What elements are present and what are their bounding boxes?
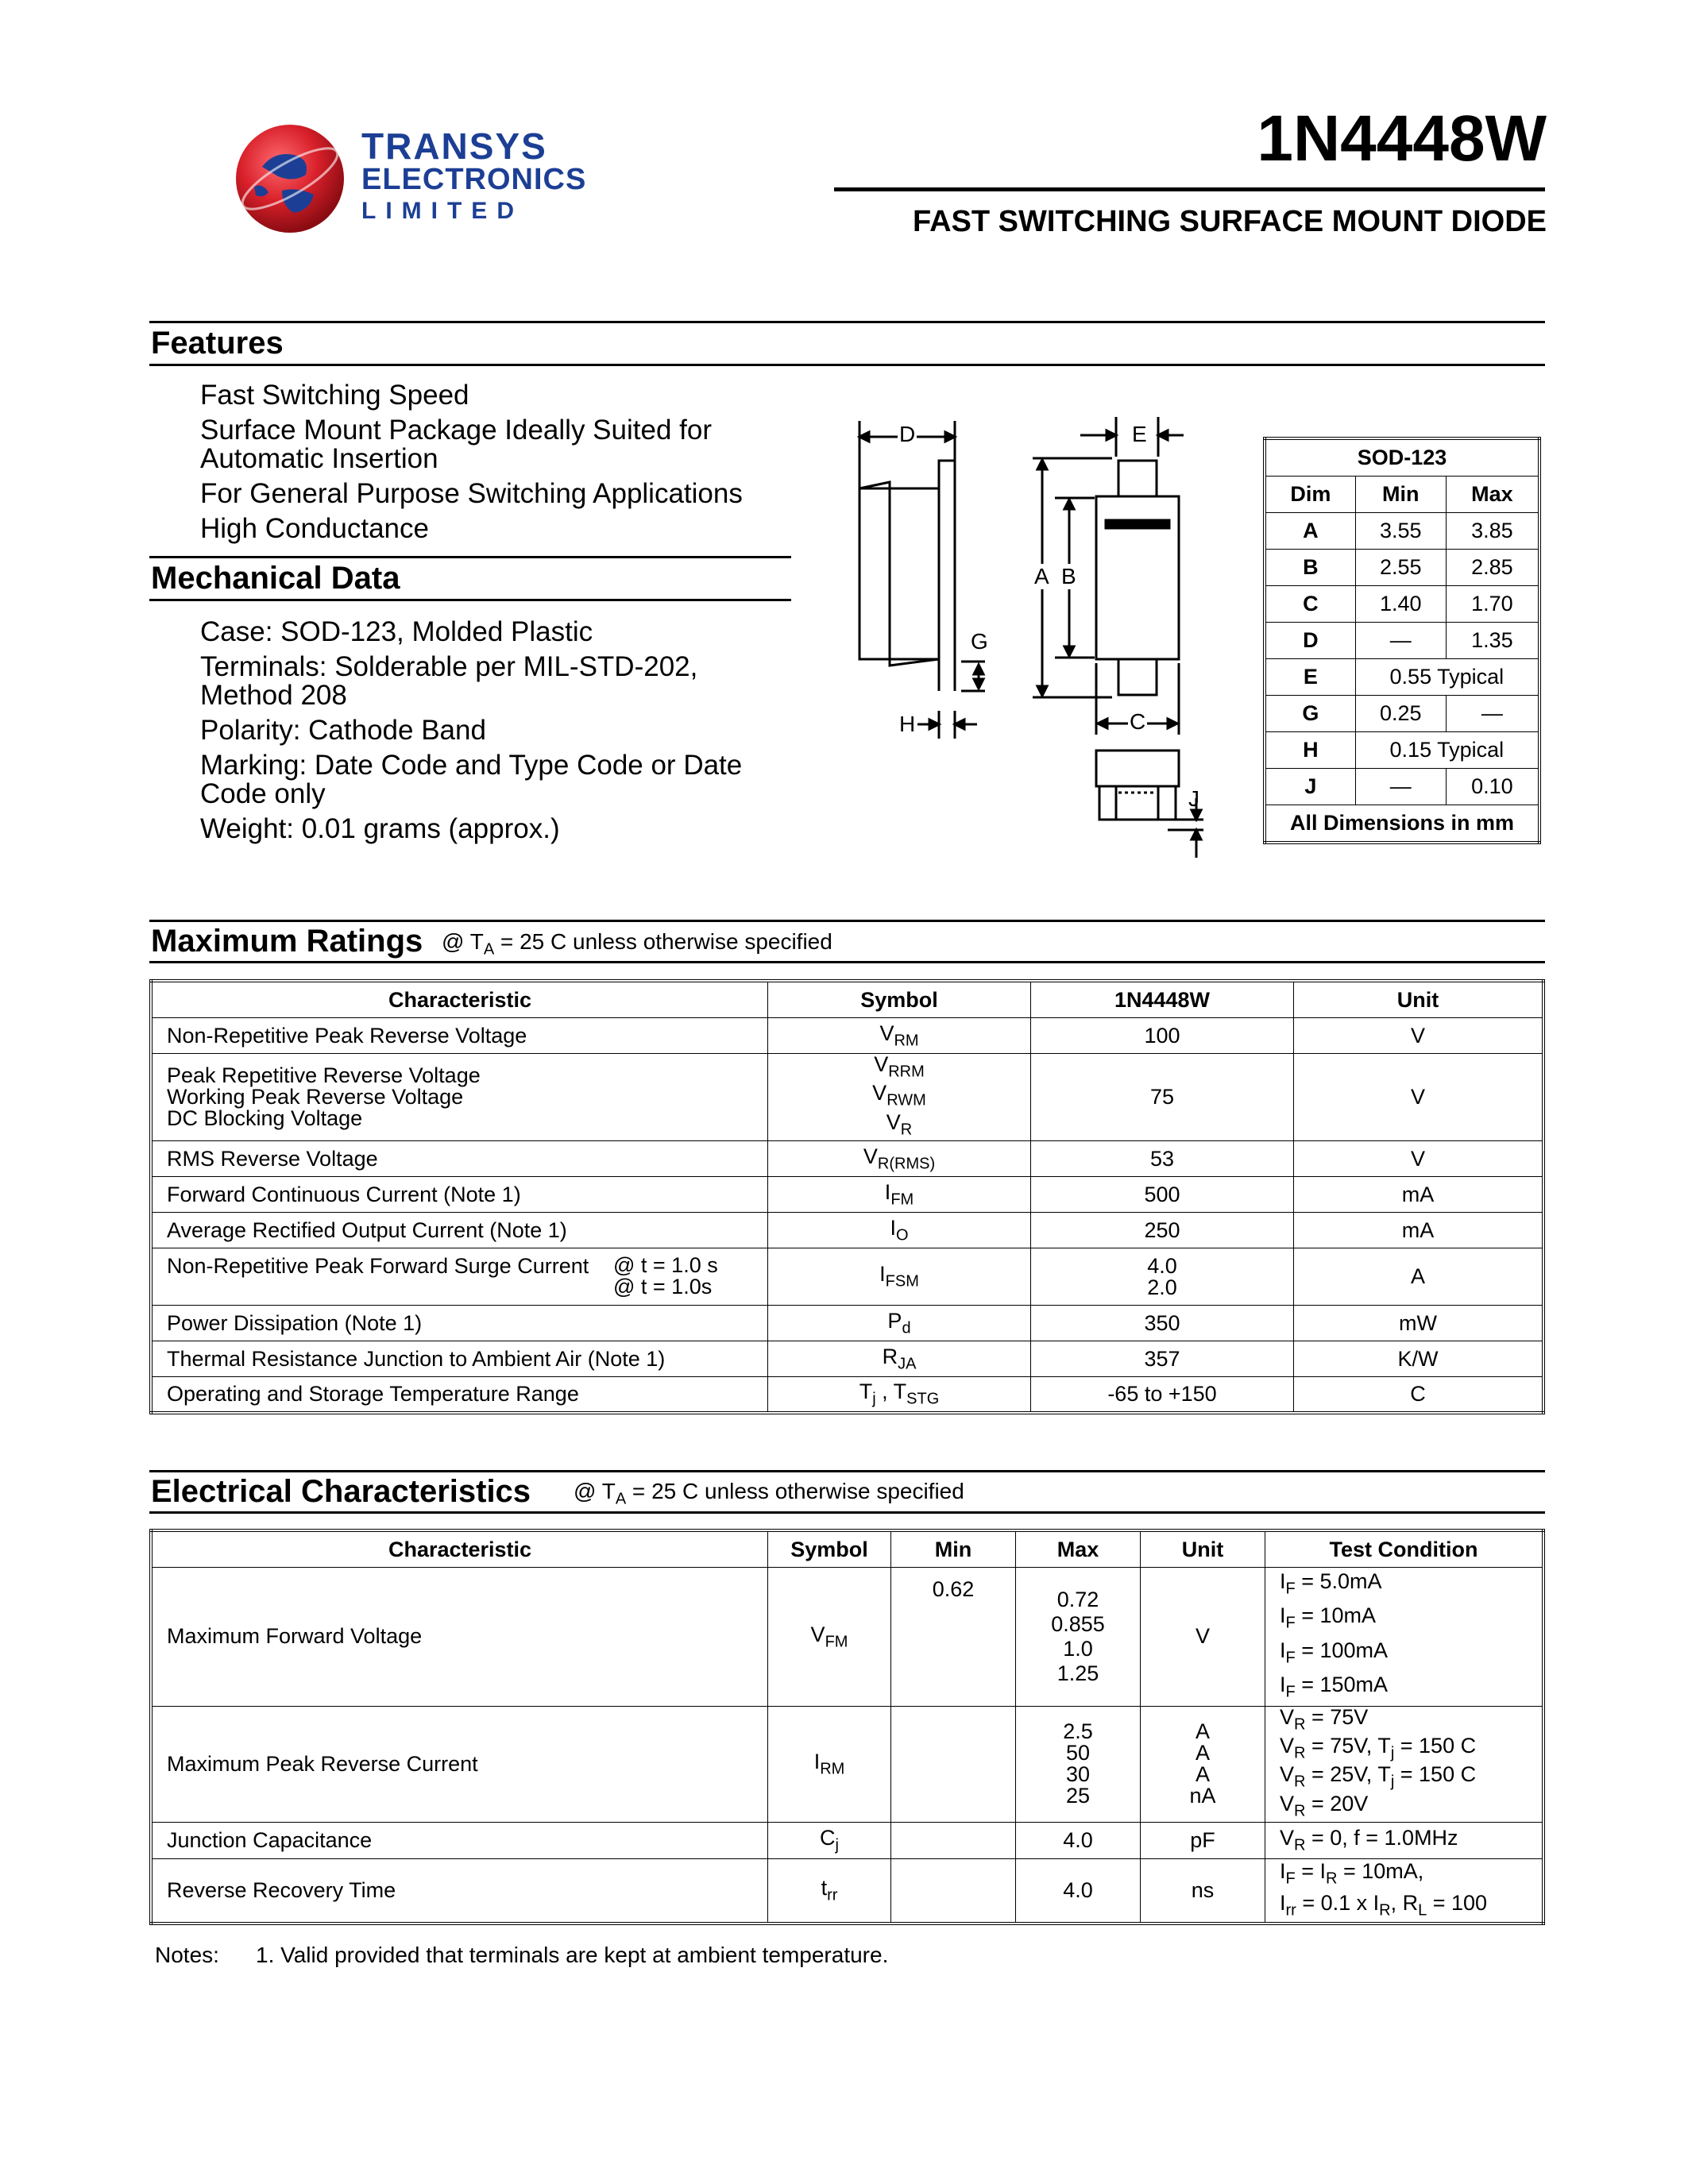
dimensions-table: [1263, 437, 1541, 844]
column-header: Dim: [1265, 477, 1355, 513]
dim-label-e: E: [1132, 422, 1147, 446]
column-header: Unit: [1294, 981, 1544, 1018]
table-row: Non-Repetitive Peak Forward Surge Current @ t = 1.0 s @ t = 1.0s $I_{FSM}$ 4.0 2.0 A: [151, 1248, 1543, 1306]
electrical-title: Electrical Characteristics: [151, 1474, 531, 1509]
dim-label-g: G: [971, 629, 988, 654]
top-view-drawing: [1033, 417, 1184, 735]
table-row: D — 1.35: [1265, 623, 1539, 659]
table-row: Non-Repetitive Peak Reverse Voltage $V_{RM}$ 100 V: [151, 1018, 1543, 1054]
features-bottom-rule: [149, 364, 1545, 366]
table-row: H 0.15 Typical: [1265, 732, 1539, 769]
list-item: For General Purpose Switching Applications: [200, 478, 743, 509]
column-header: Symbol: [768, 981, 1031, 1018]
dimensions-footer: All Dimensions in mm: [1265, 805, 1539, 843]
notes-text: 1. Valid provided that terminals are kept at ambient temperature.: [256, 1943, 889, 1967]
table-row: A 3.55 3.85: [1265, 513, 1539, 550]
electrical-top-rule: [149, 1470, 1545, 1472]
list-item: High Conductance: [200, 513, 429, 544]
column-header: Test Condition: [1265, 1530, 1544, 1568]
table-row: J — 0.10: [1265, 769, 1539, 805]
electrical-bottom-rule: [149, 1511, 1545, 1514]
features-title: Features: [151, 326, 284, 361]
package-name: SOD-123: [1265, 438, 1539, 477]
table-row: RMS Reverse Voltage $V_{R(RMS)}$ 53 V: [151, 1141, 1543, 1177]
list-item: Weight: 0.01 grams (approx.): [200, 813, 560, 844]
title-rule: [834, 187, 1545, 191]
dim-label-h: H: [899, 712, 916, 736]
max-ratings-table: [149, 979, 1545, 1414]
max-ratings-condition: @ $T_A = 25$ C unless otherwise specified: [442, 929, 832, 959]
column-header: Max: [1016, 1530, 1141, 1568]
list-item: Fast Switching Speed: [200, 380, 469, 411]
table-row: Maximum Peak Reverse Current $I_{RM}$ 2.5 50 30 25 A A A nA $V_R = 75V$ $V_R = 75V$, $T_j = 150$ C $V_R = 25V$, $T_j = 150$ C $V_R = 20V$: [151, 1706, 1543, 1823]
list-item: Polarity: Cathode Band: [200, 715, 486, 746]
list-item: Marking: Date Code and Type Code or Date: [200, 750, 743, 781]
table-row: E 0.55 Typical: [1265, 659, 1539, 696]
logo-line-1: TRANSYS: [361, 125, 547, 167]
list-item: Surface Mount Package Ideally Suited for: [200, 415, 712, 446]
list-item: Case: SOD-123, Molded Plastic: [200, 616, 593, 647]
column-header: Characteristic: [151, 981, 768, 1018]
column-header: Min: [891, 1530, 1016, 1568]
logo-line-2: ELECTRONICS: [361, 163, 587, 196]
end-view-drawing: [1096, 751, 1203, 858]
table-row: Peak Repetitive Reverse Voltage Working Peak Reverse Voltage DC Blocking Voltage $V_{RRM}$ $V_{RWM}$ $V_R$ 75 V: [151, 1054, 1543, 1141]
logo-line-3: LIMITED: [361, 198, 523, 224]
mechanical-title: Mechanical Data: [151, 561, 400, 596]
table-row: Average Rectified Output Current (Note 1) $I_O$ 250 mA: [151, 1213, 1543, 1248]
max-ratings-title: Maximum Ratings: [151, 924, 423, 959]
column-header: 1N4448W: [1031, 981, 1294, 1018]
table-row: Junction Capacitance $C_j$ 4.0 pF $V_R = 0$, f = 1.0MHz: [151, 1823, 1543, 1859]
table-row: B 2.55 2.85: [1265, 550, 1539, 586]
dim-label-j: J: [1188, 786, 1199, 811]
dim-label-d: D: [899, 422, 916, 446]
mechanical-top-rule: [149, 556, 791, 558]
list-item: Automatic Insertion: [200, 443, 438, 474]
electrical-table: [149, 1529, 1545, 1925]
max-ratings-top-rule: [149, 920, 1545, 922]
table-row: Maximum Forward Voltage $V_{FM}$ 0.62 0.72 0.855 1.0 1.25 V $I_F = 5.0mA$ $I_F = 10mA$ $I_F = 100mA$ $I_F = 150mA$: [151, 1568, 1543, 1707]
dim-label-c: C: [1130, 709, 1146, 734]
dim-label-a: A: [1034, 564, 1049, 588]
list-item: Terminals: Solderable per MIL-STD-202,: [200, 651, 698, 682]
max-ratings-bottom-rule: [149, 961, 1545, 963]
list-item: Method 208: [200, 680, 347, 711]
column-header: Symbol: [768, 1530, 891, 1568]
column-header: Min: [1355, 477, 1446, 513]
column-header: Characteristic: [151, 1530, 768, 1568]
package-outline-diagram: [842, 409, 1239, 870]
list-item: Code only: [200, 778, 326, 809]
table-row: Forward Continuous Current (Note 1) $I_{FM}$ 500 mA: [151, 1177, 1543, 1213]
logo-globe-icon: [230, 119, 350, 238]
side-view-drawing: [859, 421, 985, 739]
table-row: Reverse Recovery Time $t_{rr}$ 4.0 ns $I_F = I_R = 10mA$, $I_{rr} = 0.1$ x $I_R$, $R_L = 100$: [151, 1859, 1543, 1924]
electrical-condition: @ $T_A = 25$ C unless otherwise specified: [574, 1479, 964, 1508]
table-row: C 1.40 1.70: [1265, 586, 1539, 623]
features-top-rule: [149, 321, 1545, 323]
table-row: Power Dissipation (Note 1) $P_d$ 350 mW: [151, 1306, 1543, 1341]
table-row: Thermal Resistance Junction to Ambient Air (Note 1) $R_{JA}$ 357 K/W: [151, 1341, 1543, 1377]
mechanical-bottom-rule: [149, 599, 791, 601]
column-header: Max: [1446, 477, 1539, 513]
subtitle: FAST SWITCHING SURFACE MOUNT DIODE: [913, 205, 1547, 238]
features-list: [200, 381, 743, 550]
company-logo: [230, 119, 587, 238]
table-row: G 0.25 —: [1265, 696, 1539, 732]
dim-label-b: B: [1061, 564, 1076, 588]
table-row: Operating and Storage Temperature Range $T_j$ , $T_{STG}$ -65 to +150 C: [151, 1377, 1543, 1413]
mechanical-list: [200, 618, 742, 850]
notes-label: Notes:: [155, 1943, 219, 1967]
column-header: Unit: [1141, 1530, 1265, 1568]
part-number-title: 1N4448W: [1257, 102, 1547, 175]
